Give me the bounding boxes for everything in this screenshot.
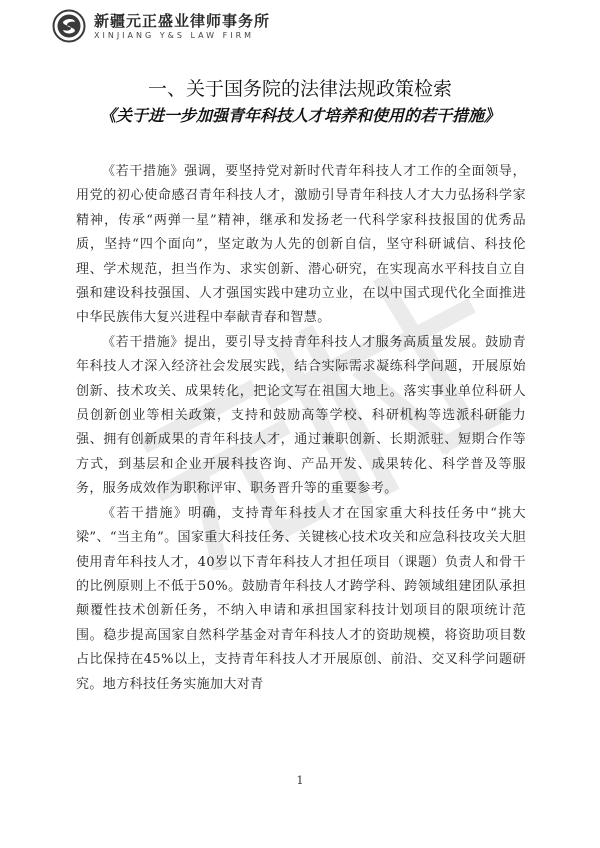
firm-name-block	[94, 12, 270, 41]
paragraph-3: 《若干措施》明确，支持青年科技人才在国家重大科技任务中“挑大梁”、“当主角”。国家重大科技任务、关键核心技术攻关和应急科技攻关大胆使用青年科技人才，40岁以下青年科技人才担任项目（课题）负责人和骨干的比例原则上不低于50%。鼓励青年科技人才跨学科、跨领域组建团队承担颠覆性技术创新任务，不纳入申请和承担国家科技计划项目的限项统计范围。稳步提高国家自然科学基金对青年科技人才的资助规模，将资助项目数占比保持在45%以上，支持青年科技人才开展原创、前沿、交叉科学问题研究。地方科技任务实施加大对青	[76, 505, 526, 692]
section-title: 一、关于国务院的法律法规政策检索	[147, 78, 452, 100]
firm-name-cn: 新疆元正盛业律师事务所	[94, 11, 271, 30]
paragraph-1: 《若干措施》强调，要坚持党对新时代青年科技人才工作的全面领导，用党的初心使命感召青年科技人才，激励引导青年科技人才大力弘扬科学家精神，传承“两弹一星”精神，继承和发扬老一代科学家科技报国的优秀品质，坚持“四个面向”，坚定敢为人先的创新自信，坚守科研诚信、科技伦理、学术规范，担当作为、求实创新、潜心研究，在实现高水平科技自立自强和建设科技强国、人才强国实践中建功立业，在以中国式现代化全面推进中华民族伟大复兴进程中奉献青春和智慧。	[76, 164, 526, 326]
document-subtitle: 《关于进一步加强青年科技人才培养和使用的若干措施》	[99, 106, 500, 125]
paragraph-2: 《若干措施》提出，要引导支持青年科技人才服务高质量发展。鼓励青年科技人才深入经济社会发展实践，结合实际需求凝练科学问题，开展原始创新、技术攻关、成果转化，把论文写在祖国大地上。落实事业单位科研人员创新创业等相关政策，支持和鼓励高等学校、科研机构等选派科研能力强、拥有创新成果的青年科技人才，通过兼职创新、长期派驻、短期合作等方式，到基层和企业开展科技咨询、产品开发、成果转化、科学普及等服务，服务成效作为职称评审、职务晋升等的重要参考。	[76, 334, 526, 497]
firm-name-en: XINJIANG Y&S LAW FIRM	[94, 30, 255, 40]
firm-logo-icon	[52, 9, 86, 43]
page-number: 1	[296, 774, 304, 787]
document-body	[76, 160, 526, 697]
document-header	[52, 6, 270, 46]
